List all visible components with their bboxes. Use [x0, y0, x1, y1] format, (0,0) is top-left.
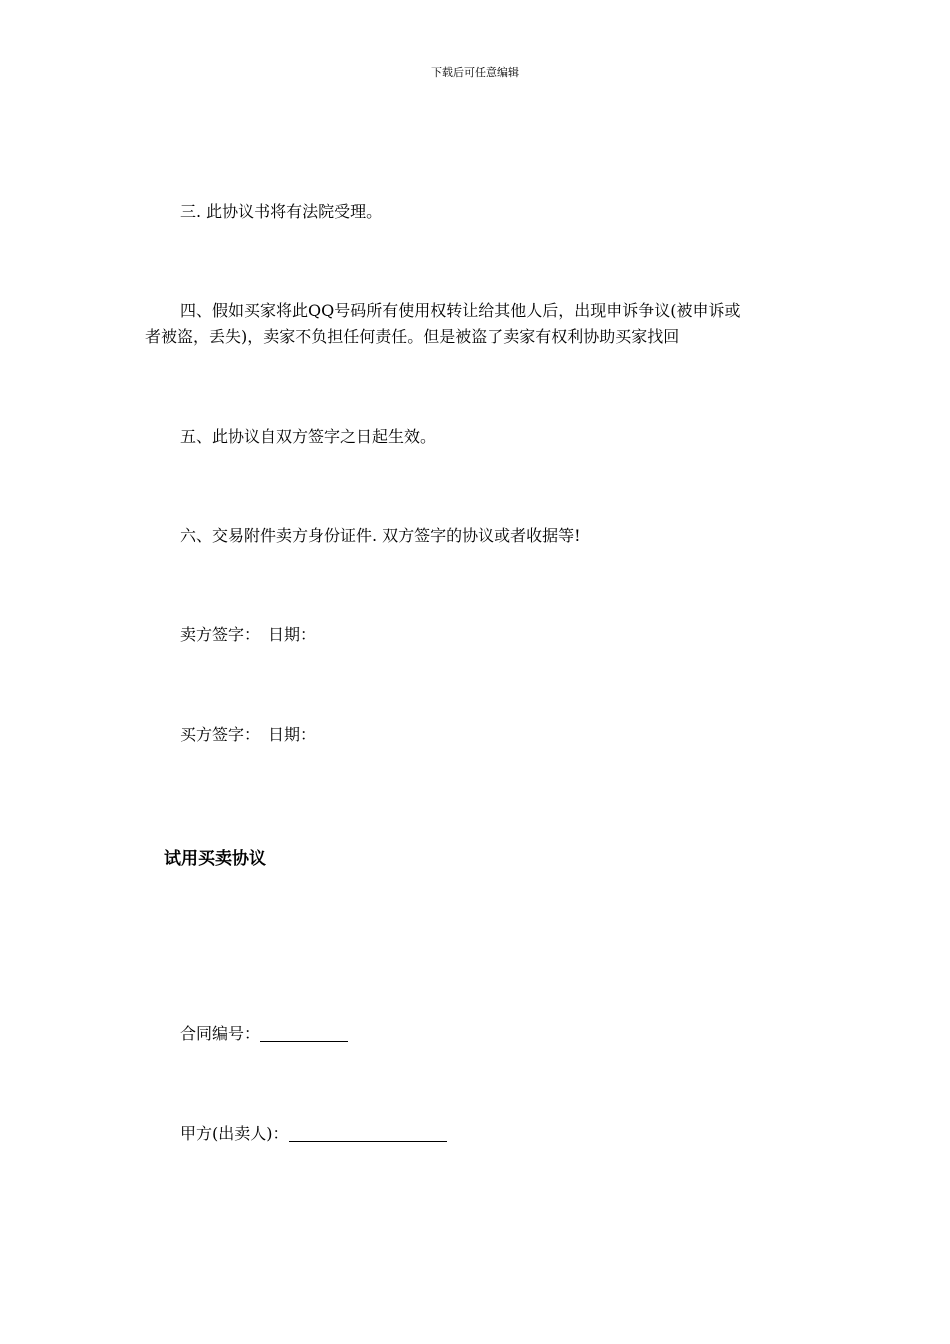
party-a-blank — [289, 1125, 447, 1142]
clause-5-text: 五、此协议自双方签字之日起生效。 — [180, 427, 437, 446]
buyer-signature-line — [145, 722, 805, 748]
clause-4-line-1: 四、假如买家将此QQ号码所有使用权转让给其他人后，出现申诉争议(被申诉或 — [180, 301, 741, 320]
seller-signature-line — [145, 622, 805, 648]
party-a-line — [145, 1121, 805, 1147]
page-header: 下载后可任意编辑 — [431, 66, 519, 79]
clause-4 — [145, 298, 805, 350]
contract-number-blank — [260, 1025, 348, 1042]
clause-6-text: 六、交易附件卖方身份证件. 双方签字的协议或者收据等! — [180, 526, 581, 545]
clause-5 — [145, 424, 805, 450]
buyer-signature-text: 买方签字： 日期： — [180, 725, 317, 744]
party-a-label: 甲方(出卖人)： — [180, 1124, 289, 1143]
seller-signature-text: 卖方签字： 日期： — [180, 625, 317, 644]
clause-3 — [145, 199, 805, 225]
clause-4-line-2: 者被盗，丢失)，卖家不负担任何责任。但是被盗了卖家有权利协助买家找回 — [145, 327, 680, 346]
clause-6 — [145, 523, 805, 549]
contract-number-label: 合同编号： — [180, 1024, 261, 1043]
clause-3-text: 三. 此协议书将有法院受理。 — [180, 202, 383, 221]
contract-title: 试用买卖协议 — [164, 849, 266, 869]
contract-number-line — [145, 1021, 805, 1047]
